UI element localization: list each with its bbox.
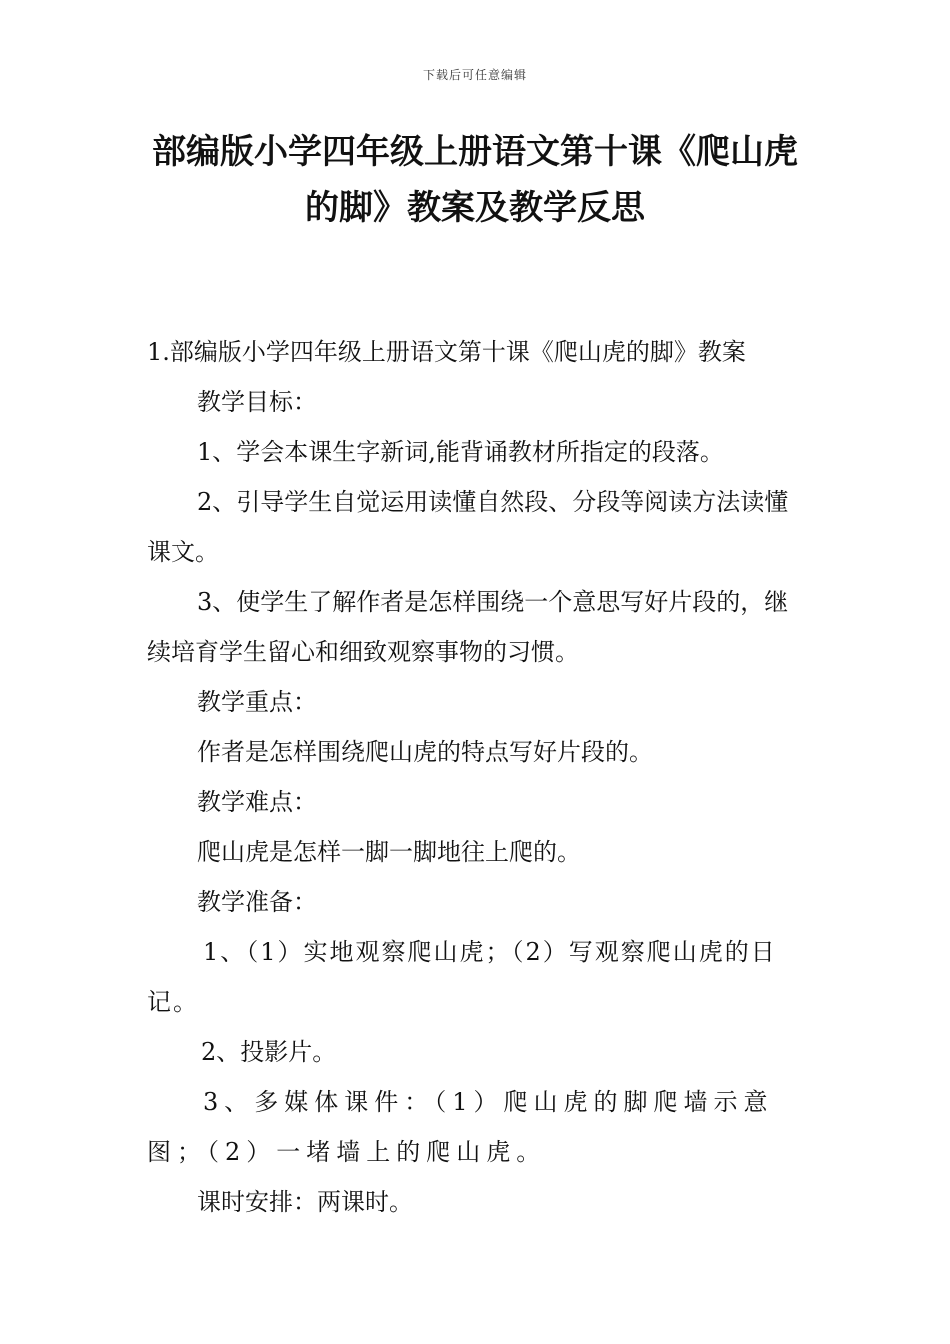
difficulty-text: 爬山虎是怎样一脚一脚地往上爬的。	[197, 838, 581, 866]
goal-2: 2、引导学生自觉运用读懂自然段、分段等阅读方法读懂课文。	[147, 488, 789, 566]
section-heading: 1.部编版小学四年级上册语文第十课《爬山虎的脚》教案	[147, 338, 746, 366]
key-text: 作者是怎样围绕爬山虎的特点写好片段的。	[197, 738, 653, 766]
header-note: 下载后可任意编辑	[422, 68, 527, 82]
prep-1: 1、（1）实地观察爬山虎；（2）写观察爬山虎的日记。	[147, 938, 777, 1016]
prep-3: 3、多媒体课件：（1）爬山虎的脚爬墙示意图；（2）一堵墙上的爬山虎。	[147, 1088, 774, 1166]
goal-3: 3、使学生了解作者是怎样围绕一个意思写好片段的，继续培育学生留心和细致观察事物的习惯。	[147, 588, 789, 666]
document-body	[147, 327, 807, 1227]
prep-label: 教学准备：	[197, 888, 317, 916]
key-label: 教学重点：	[197, 688, 317, 716]
schedule: 课时安排：两课时。	[197, 1188, 413, 1216]
prep-2: 2、投影片。	[201, 1038, 337, 1066]
goals-label: 教学目标：	[197, 388, 317, 416]
goal-1: 1、学会本课生字新词,能背诵教材所指定的段落。	[197, 438, 724, 466]
document-title: 部编版小学四年级上册语文第十课《爬山虎的脚》教案及教学反思	[152, 132, 798, 228]
difficulty-label: 教学难点：	[197, 788, 317, 816]
